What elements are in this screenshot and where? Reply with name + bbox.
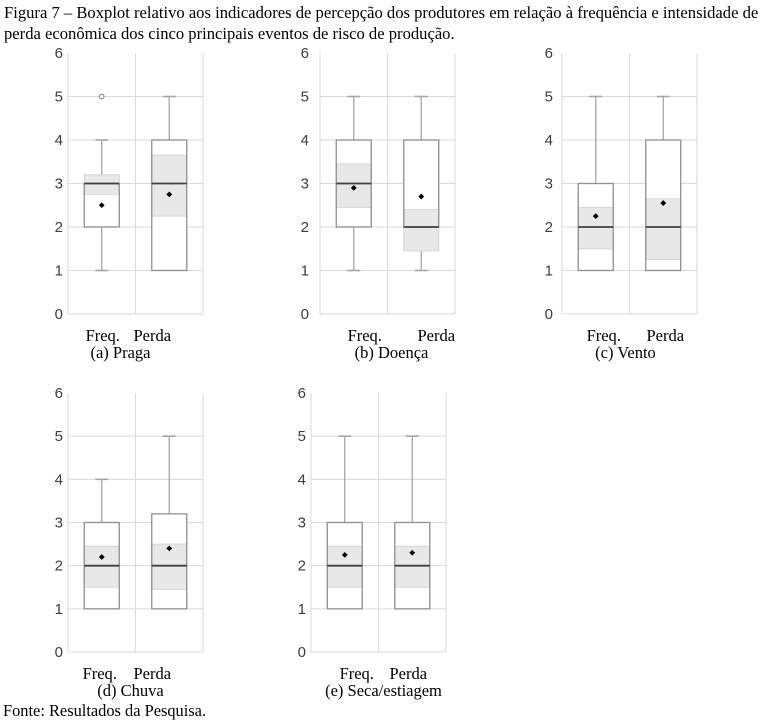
- y-axis-tick: 5: [297, 428, 306, 446]
- y-axis-tick: 3: [300, 175, 309, 193]
- y-axis-tick: 0: [54, 644, 63, 661]
- category-label: Freq.: [586, 326, 621, 345]
- category-label: Perda: [389, 664, 428, 683]
- outlier-point: [99, 94, 104, 99]
- y-axis-tick: 5: [54, 88, 63, 106]
- y-axis-tick: 3: [54, 175, 63, 193]
- y-axis-tick: 6: [300, 45, 309, 62]
- panel-caption: (c) Vento: [595, 343, 656, 362]
- boxplot-panel-e: [298, 385, 446, 700]
- y-axis-tick: 2: [54, 557, 63, 575]
- category-label: Freq.: [347, 326, 382, 345]
- figure-source: Fonte: Resultados da Pesquisa.: [3, 701, 207, 720]
- boxplot-panel-a: [55, 45, 203, 362]
- median-confidence-band: [646, 199, 681, 260]
- y-axis-tick: 1: [300, 262, 309, 280]
- y-axis-tick: 3: [297, 514, 306, 532]
- figure-title: Figura 7 – Boxplot relativo aos indicadores de percepção dos produtores em relação à frequência e intensidade de perda econômica dos cinco principais eventos de risco de produção.: [4, 3, 759, 43]
- boxplot-panel-b: [301, 45, 456, 362]
- y-axis-tick: 1: [544, 262, 553, 280]
- y-axis-tick: 0: [544, 306, 553, 323]
- y-axis-tick: 5: [54, 428, 63, 446]
- y-axis-tick: 1: [297, 600, 306, 618]
- category-label: Perda: [133, 326, 172, 345]
- y-axis-tick: 2: [300, 219, 309, 236]
- y-axis-tick: 3: [544, 175, 553, 193]
- y-axis-tick: 4: [544, 132, 553, 149]
- y-axis-tick: 5: [544, 88, 553, 106]
- y-axis-tick: 1: [54, 262, 63, 280]
- panel-caption: (b) Doença: [354, 343, 429, 362]
- y-axis-tick: 0: [54, 306, 63, 323]
- panel-caption: (e) Seca/estiagem: [325, 681, 442, 700]
- y-axis-tick: 2: [544, 219, 553, 236]
- category-label: Freq.: [82, 664, 117, 683]
- category-label: Freq.: [85, 326, 120, 345]
- y-axis-tick: 4: [300, 132, 309, 149]
- y-axis-tick: 3: [54, 514, 63, 532]
- panel-caption: (d) Chuva: [97, 681, 164, 700]
- y-axis-tick: 4: [54, 471, 63, 489]
- y-axis-tick: 6: [54, 385, 63, 402]
- category-label: Perda: [417, 326, 456, 345]
- category-label: Perda: [133, 664, 172, 683]
- y-axis-tick: 4: [54, 132, 63, 149]
- category-label: Freq.: [339, 664, 374, 683]
- y-axis-tick: 0: [297, 644, 306, 661]
- category-label: Perda: [646, 326, 685, 345]
- median-confidence-band: [152, 155, 187, 216]
- y-axis-tick: 2: [297, 557, 306, 575]
- median-confidence-band: [84, 175, 119, 195]
- y-axis-tick: 6: [544, 45, 553, 62]
- y-axis-tick: 0: [300, 306, 309, 323]
- panel-caption: (a) Praga: [90, 343, 151, 362]
- boxplot-panel-c: [545, 45, 697, 362]
- y-axis-tick: 5: [300, 88, 309, 106]
- y-axis-tick: 6: [297, 385, 306, 402]
- median-confidence-band: [84, 546, 119, 587]
- y-axis-tick: 6: [54, 45, 63, 62]
- y-axis-tick: 1: [54, 600, 63, 618]
- y-axis-tick: 2: [54, 219, 63, 236]
- median-confidence-band: [404, 210, 439, 251]
- y-axis-tick: 4: [297, 471, 306, 489]
- boxplot-panel-d: [55, 385, 203, 700]
